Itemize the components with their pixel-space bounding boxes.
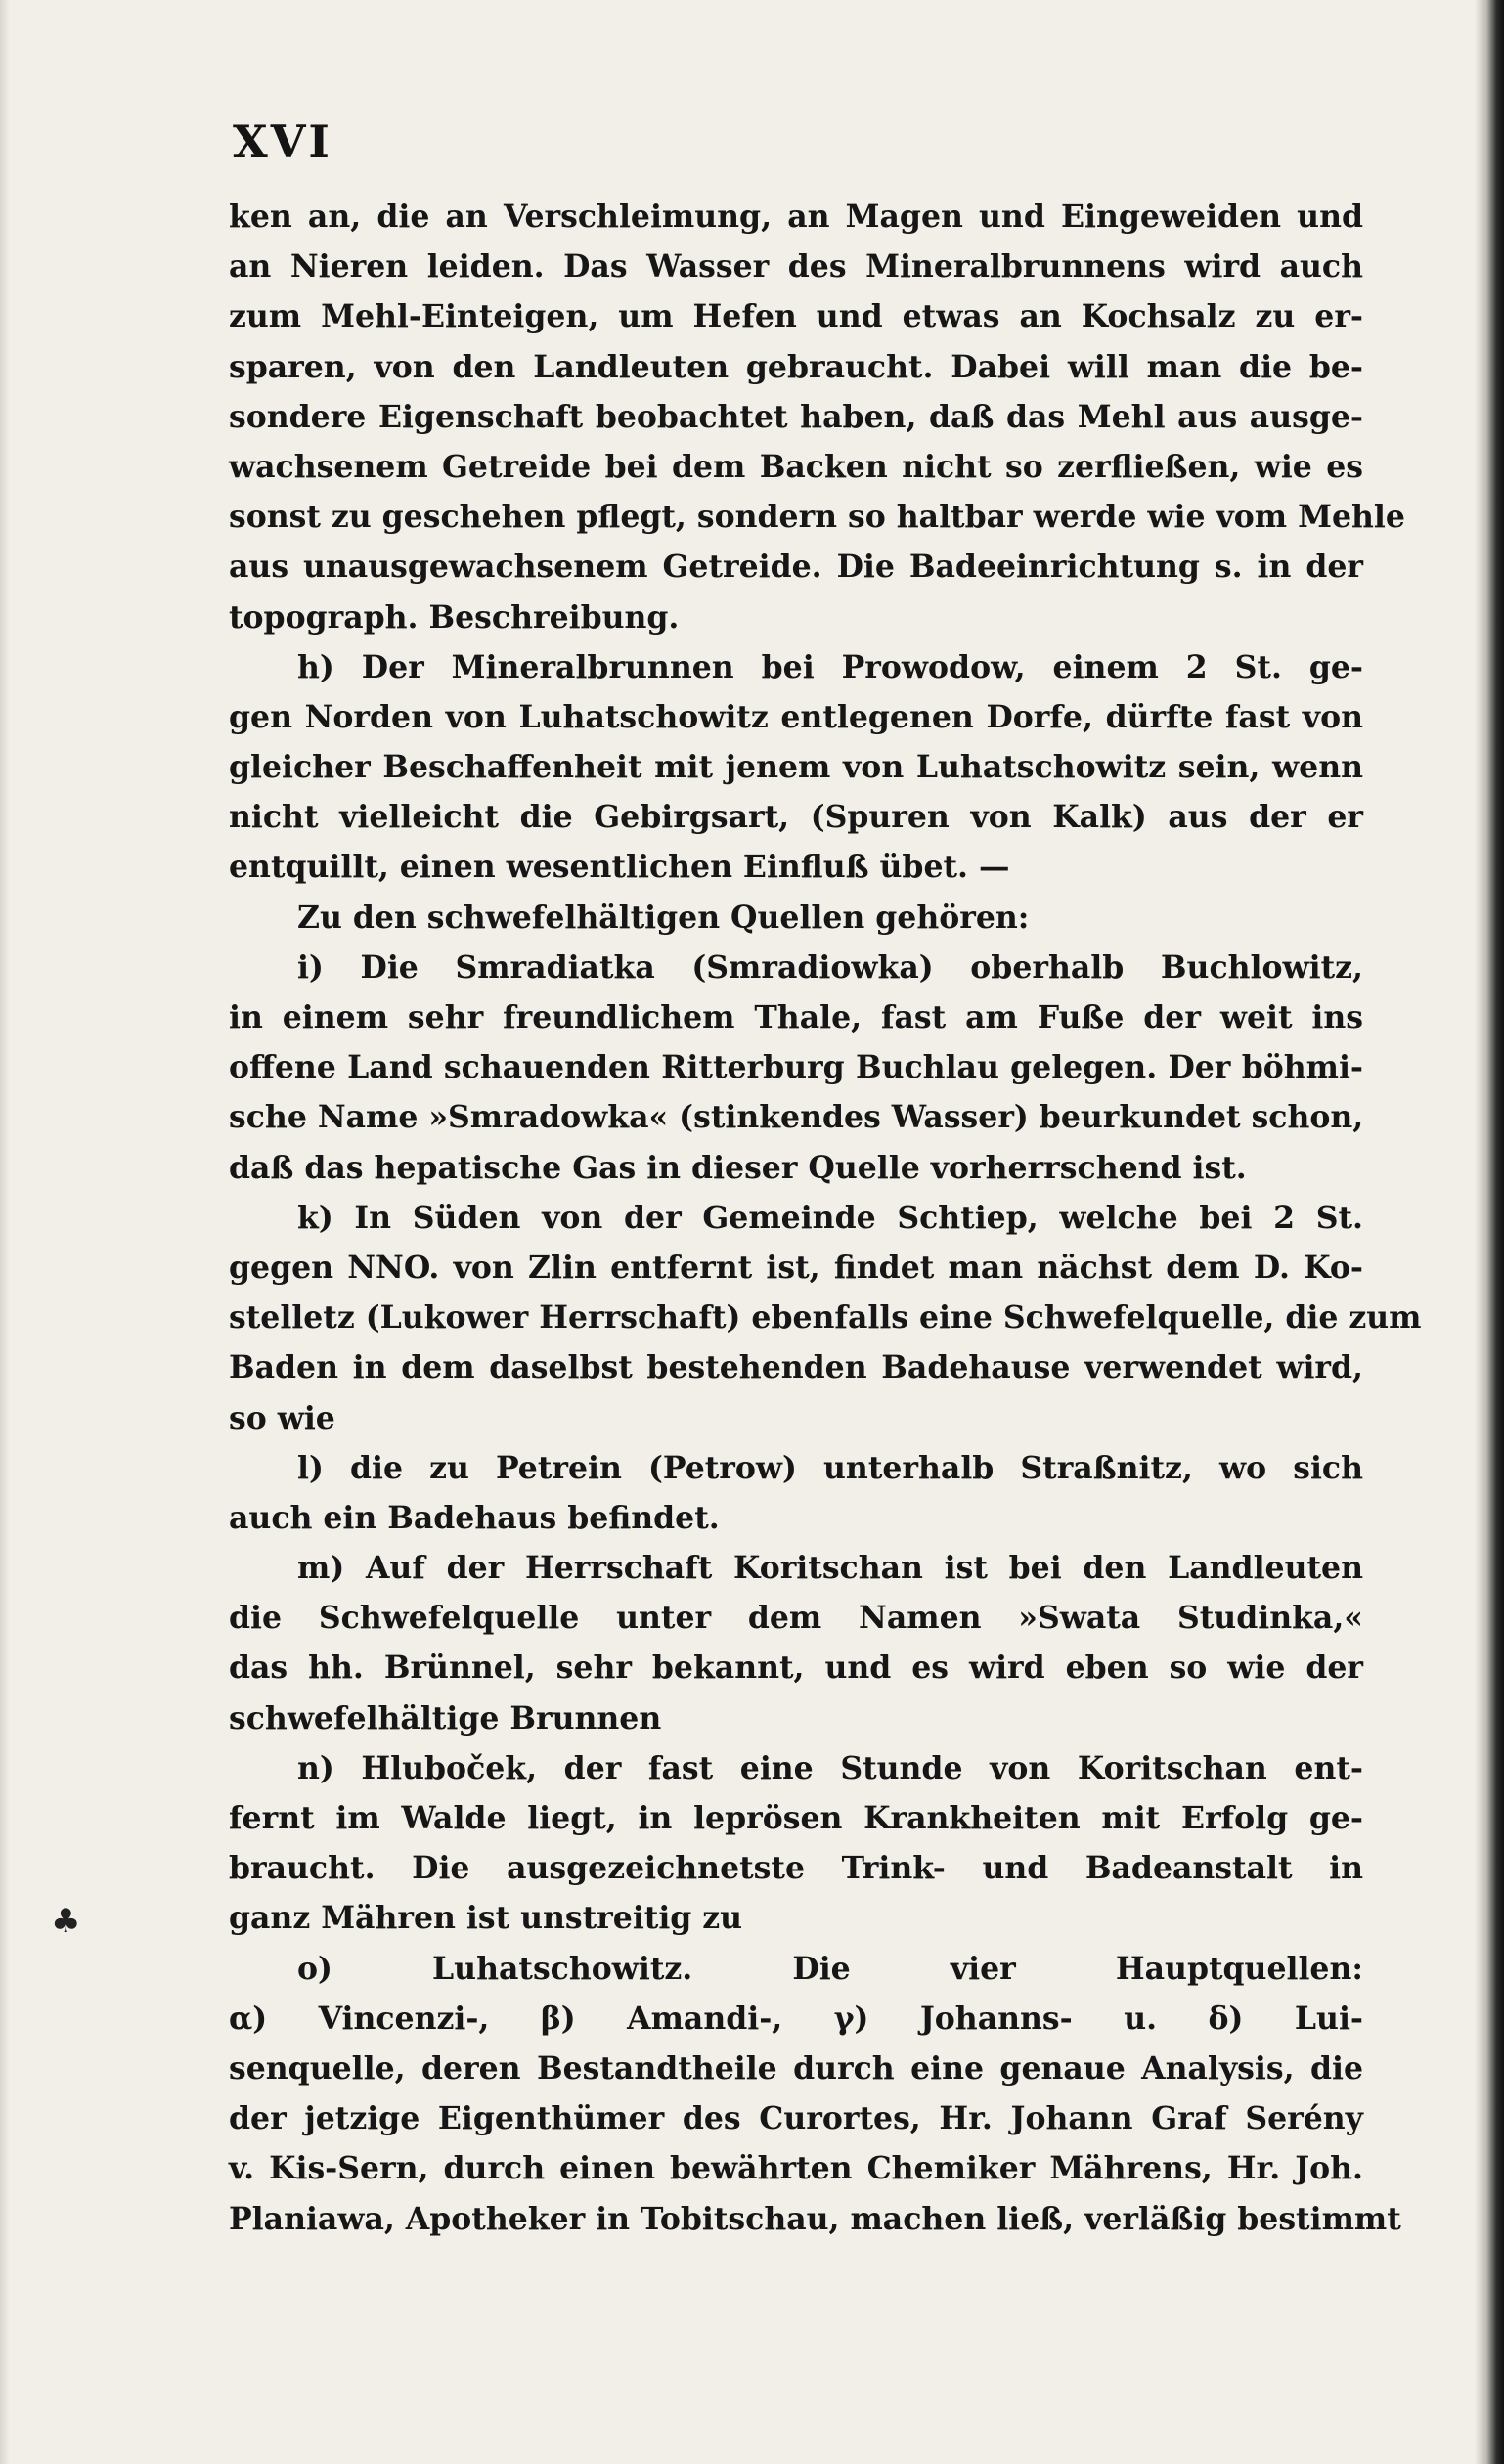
text-line: v. Kis-Sern, durch einen bewährten Chemiker Mährens, Hr. Joh. — [229, 2150, 1363, 2187]
text-line: der jetzige Eigenthümer des Curortes, Hr. Johann Graf Serény — [229, 2100, 1363, 2137]
margin-speck: ♣ — [51, 1902, 81, 1941]
text-line: o) Luhatschowitz. Die vier Hauptquellen: — [297, 1950, 1363, 1987]
text-line: gen Norden von Luhatschowitz entlegenen Dorfe, dürfte fast von — [229, 698, 1363, 735]
text-line: gleicher Beschaffenheit mit jenem von Luhatschowitz sein, wenn — [229, 749, 1363, 786]
text-line: schwefelhältige Brunnen — [229, 1699, 662, 1737]
text-line: entquillt, einen wesentlichen Einfluß übet. — — [229, 849, 1010, 886]
text-line: nicht vielleicht die Gebirgsart, (Spuren von Kalk) aus der er — [229, 799, 1363, 836]
text-line: an Nieren leiden. Das Wasser des Mineralbrunnens wird auch — [229, 248, 1363, 286]
text-line: n) Hluboček, der fast eine Stunde von Koritschan ent- — [297, 1749, 1363, 1786]
text-line: die Schwefelquelle unter dem Namen »Swata Studinka,« — [229, 1600, 1363, 1637]
text-line: sparen, von den Landleuten gebraucht. Dabei will man die be- — [229, 348, 1363, 385]
text-line: k) In Süden von der Gemeinde Schtiep, welche bei 2 St. — [297, 1199, 1363, 1236]
text-line: auch ein Badehaus befindet. — [229, 1499, 720, 1536]
text-line: aus unausgewachsenem Getreide. Die Badeeinrichtung s. in der — [229, 549, 1363, 586]
text-line: zum Mehl-Einteigen, um Hefen und etwas an Kochsalz zu er- — [229, 298, 1363, 335]
text-line: fernt im Walde liegt, in leprösen Krankheiten mit Erfolg ge- — [229, 1800, 1363, 1836]
text-line: h) Der Mineralbrunnen bei Prowodow, einem 2 St. ge- — [297, 648, 1363, 685]
text-line: Zu den schwefelhältigen Quellen gehören: — [297, 899, 1030, 936]
body-text — [229, 192, 1422, 2244]
text-line: in einem sehr freundlichem Thale, fast am Fuße der weit ins — [229, 999, 1363, 1035]
text-line: sche Name »Smradowka« (stinkendes Wasser) beurkundet schon, — [229, 1099, 1364, 1136]
text-line: Baden in dem daselbst bestehenden Badehause verwendet wird, — [229, 1349, 1363, 1386]
text-line: topograph. Beschreibung. — [229, 598, 680, 636]
text-line: Planiawa, Apotheker in Tobitschau, machen ließ, verläßig bestimmt — [229, 2200, 1401, 2237]
text-line: ganz Mähren ist unstreitig zu — [229, 1900, 743, 1937]
text-line: braucht. Die ausgezeichnetste Trink- und Badeanstalt in — [229, 1850, 1363, 1887]
text-line: m) Auf der Herrschaft Koritschan ist bei den Landleuten — [297, 1550, 1363, 1587]
text-line: stelletz (Lukower Herrschaft) ebenfalls eine Schwefelquelle, die zum — [229, 1299, 1422, 1337]
text-line: sonst zu geschehen pflegt, sondern so haltbar werde wie vom Mehle — [229, 499, 1405, 536]
page-right-edge — [1475, 0, 1504, 2464]
text-line: l) die zu Petrein (Petrow) unterhalb Straßnitz, wo sich — [297, 1449, 1363, 1486]
page-left-edge — [0, 0, 10, 2464]
text-line: i) Die Smradiatka (Smradiowka) oberhalb Buchlowitz, — [297, 948, 1363, 986]
text-line: ken an, die an Verschleimung, an Magen und Eingeweiden und — [229, 198, 1363, 235]
text-line: senquelle, deren Bestandtheile durch eine genaue Analysis, die — [229, 2049, 1363, 2087]
text-line: α) Vincenzi-, β) Amandi-, γ) Johanns- u. δ) Lui- — [229, 2000, 1363, 2037]
text-line: daß das hepatische Gas in dieser Quelle vorherrschend ist. — [229, 1149, 1247, 1186]
text-line: so wie — [229, 1399, 335, 1436]
page-number: XVI — [233, 115, 332, 168]
text-line: sondere Eigenschaft beobachtet haben, daß das Mehl aus ausge- — [229, 398, 1363, 435]
text-line: offene Land schauenden Ritterburg Buchlau gelegen. Der böhmi- — [229, 1049, 1363, 1086]
text-line: wachsenem Getreide bei dem Backen nicht so zerfließen, wie es — [229, 448, 1363, 485]
text-line: das hh. Brünnel, sehr bekannt, und es wird eben so wie der — [229, 1650, 1363, 1687]
text-line: gegen NNO. von Zlin entfernt ist, findet man nächst dem D. Ko- — [229, 1249, 1363, 1286]
